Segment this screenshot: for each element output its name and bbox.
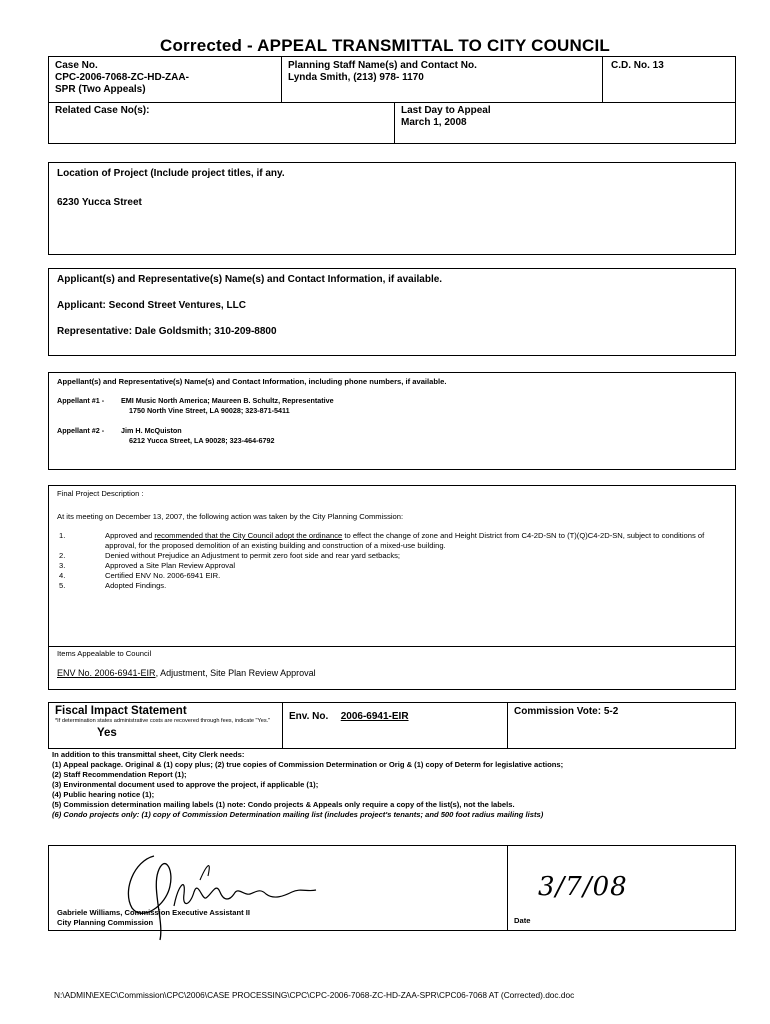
appealable-label: Items Appealable to Council — [57, 649, 152, 658]
appellant-2-prefix: Appellant #2 - — [57, 426, 105, 435]
appealable-items — [57, 668, 727, 679]
description-label: Final Project Description : — [57, 489, 144, 498]
description-item — [59, 551, 727, 561]
related-case-label: Related Case No(s): — [55, 105, 150, 116]
page-title: Corrected - APPEAL TRANSMITTAL TO CITY COUNCIL — [160, 36, 610, 55]
cd-number: C.D. No. 13 — [611, 60, 664, 71]
date-handwritten: 3/7/08 — [538, 872, 628, 902]
appellants-section — [48, 372, 736, 470]
applicant-label: Applicant(s) and Representative(s) Name(s) and Contact Information, if available. — [57, 274, 443, 285]
applicant-section — [48, 268, 736, 356]
case-value-line1: CPC-2006-7068-ZC-HD-ZAA- — [55, 72, 189, 83]
header-case-cell — [48, 56, 282, 103]
description-item — [59, 571, 727, 581]
item-number: 2. — [59, 551, 66, 560]
item-text-underlined: recommended that the City Council adopt the ordinance — [154, 531, 343, 540]
appellant-2-line2: 6212 Yucca Street, LA 90028; 323-464-6792 — [129, 436, 275, 445]
clerk-needs-line: (3) Environmental document used to approve the project, if applicable (1); — [52, 780, 319, 789]
date-cell — [507, 845, 736, 931]
description-item — [59, 531, 727, 551]
item-number: 1. — [59, 531, 66, 540]
description-item — [59, 581, 727, 591]
item-number: 4. — [59, 571, 66, 580]
clerk-needs-line: (5) Commission determination mailing labels (1) note: Condo projects & Appeals only require a copy of the list(s), not the labels. — [52, 800, 515, 809]
description-items — [57, 531, 727, 591]
case-label: Case No. — [55, 60, 98, 71]
footer-file-path: N:\ADMIN\EXEC\Commission\CPC\2006\CASE PROCESSING\CPC\CPC-2006-7068-ZC-HD-ZAA-SPR\CPC06-7068 AT (Corrected).doc.doc — [54, 990, 575, 1000]
staff-value: Lynda Smith, (213) 978- 1170 — [288, 72, 424, 83]
case-value-line2: SPR (Two Appeals) — [55, 84, 146, 95]
appeal-date-label: Last Day to Appeal — [401, 105, 491, 116]
item-text-post: to effect the change of zone and Height District from C4-2D-SN to (T)(Q)C4-2D-SN, subject to conditions of approval, for the proposed demolition of an existing building and construction of a mixed-use building. — [105, 531, 705, 550]
item-text-pre: Approved a Site Plan Review Approval — [105, 561, 236, 570]
item-text-pre: Approved and — [105, 531, 155, 540]
location-label: Location of Project (Include project titles, if any. — [57, 168, 285, 179]
clerk-needs-line: (2) Staff Recommendation Report (1); — [52, 770, 187, 779]
representative-name: Representative: Dale Goldsmith; 310-209-8800 — [57, 326, 277, 337]
env-cell — [282, 702, 508, 749]
vote-cell — [507, 702, 736, 749]
item-text-pre: Adopted Findings. — [105, 581, 167, 590]
clerk-needs-section — [52, 750, 742, 820]
fiscal-label: Fiscal Impact Statement — [55, 705, 187, 717]
appeal-date-value: March 1, 2008 — [401, 117, 467, 128]
description-intro: At its meeting on December 13, 2007, the following action was taken by the City Planning Commission: — [57, 512, 404, 521]
item-number: 5. — [59, 581, 66, 590]
location-section — [48, 162, 736, 255]
commission-vote: Commission Vote: 5-2 — [514, 706, 619, 717]
item-text-pre: Denied without Prejudice an Adjustment to permit zero foot side and rear yard setbacks; — [105, 551, 401, 560]
appealable-section — [48, 646, 736, 690]
date-label: Date — [514, 916, 531, 925]
fiscal-value: Yes — [97, 727, 117, 739]
clerk-needs-line: (6) Condo projects only: (1) copy of Commission Determination mailing list (includes project's tenants; and 500 foot radius mailing lists) — [52, 810, 544, 819]
appellant-1-line1: EMI Music North America; Maureen B. Schultz, Representative — [121, 396, 334, 405]
appellant-2-line1: Jim H. McQuiston — [121, 426, 182, 435]
fiscal-note: *If determination states administrative costs are recovered through fees, indicate "Yes." — [55, 718, 271, 724]
location-value: 6230 Yucca Street — [57, 197, 142, 208]
clerk-needs-heading: In addition to this transmittal sheet, City Clerk needs: — [52, 750, 245, 759]
appellant-1-line2: 1750 North Vine Street, LA 90028; 323-871-5411 — [129, 406, 290, 415]
signer-line2: City Planning Commission — [57, 918, 154, 927]
signature-graphic — [104, 836, 364, 946]
env-label: Env. No. — [289, 711, 329, 722]
clerk-needs-line: (4) Public hearing notice (1); — [52, 790, 155, 799]
related-case-cell — [48, 102, 395, 144]
staff-label: Planning Staff Name(s) and Contact No. — [288, 60, 477, 71]
fiscal-cell — [48, 702, 283, 749]
env-number-link: ENV No. 2006-6941-EIR — [57, 668, 156, 678]
header-staff-cell — [281, 56, 603, 103]
appeal-date-cell — [394, 102, 736, 144]
env-value: 2006-6941-EIR — [340, 711, 409, 722]
header-cd-cell — [602, 56, 736, 103]
description-section — [48, 485, 736, 647]
appellant-1-prefix: Appellant #1 - — [57, 396, 105, 405]
description-item — [59, 561, 727, 571]
applicant-name: Applicant: Second Street Ventures, LLC — [57, 300, 246, 311]
appellants-label: Appellant(s) and Representative(s) Name(s) and Contact Information, including phone numbers, if available. — [57, 377, 447, 386]
signer-line1: Gabriele Williams, Commission Executive Assistant II — [57, 908, 250, 917]
signature-cell — [48, 845, 508, 931]
item-text-pre: Certified ENV No. 2006-6941 EIR. — [105, 571, 221, 580]
clerk-needs-line: (1) Appeal package. Original & (1) copy plus; (2) true copies of Commission Determination or Orig & (1) copy of Determ for legislative actions; — [52, 760, 564, 769]
item-number: 3. — [59, 561, 66, 570]
appealable-rest: , Adjustment, Site Plan Review Approval — [155, 668, 316, 678]
